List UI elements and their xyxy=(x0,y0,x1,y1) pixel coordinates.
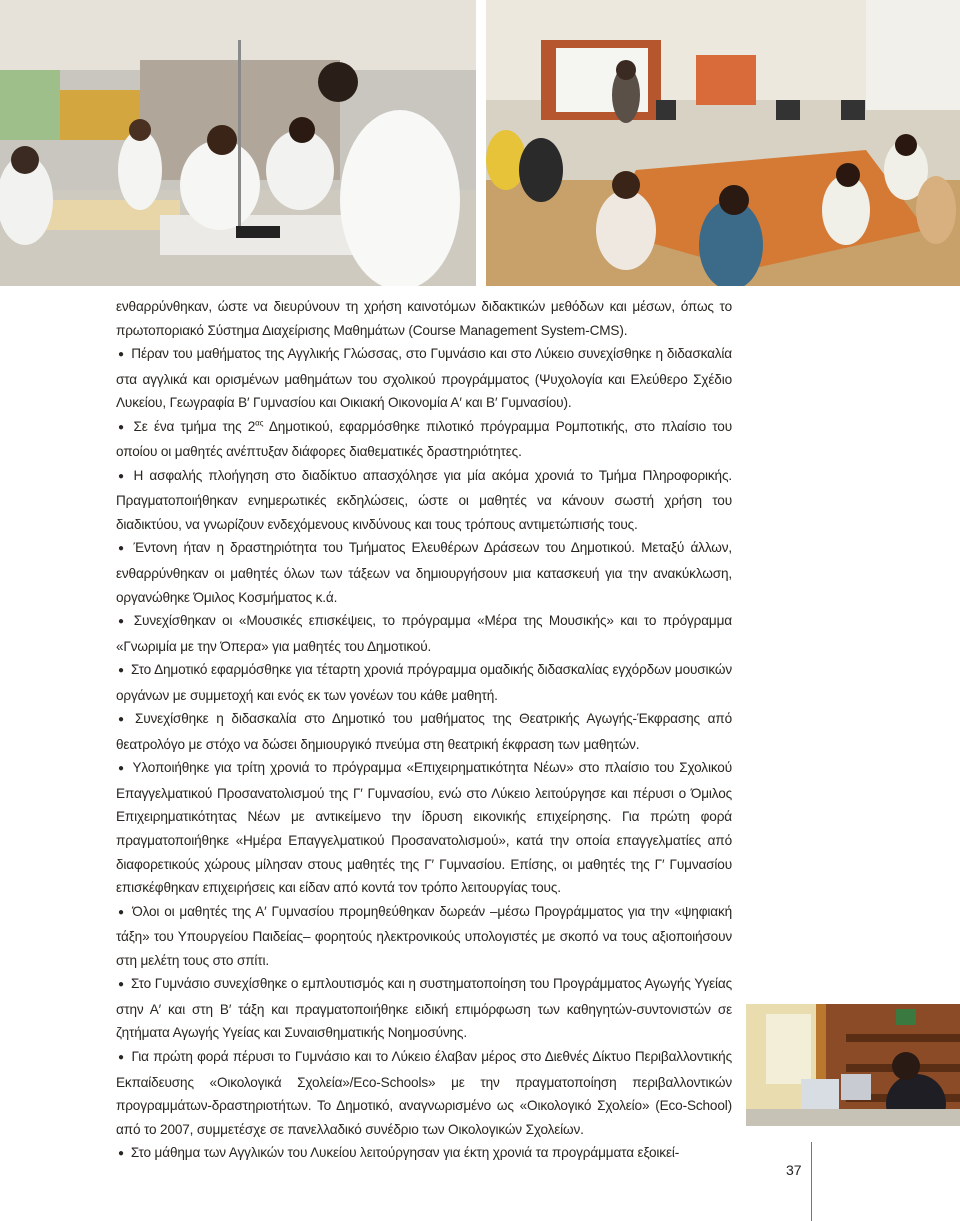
page-number: 37 xyxy=(786,1162,802,1178)
bullet-paragraph: ● Συνεχίσθηκαν οι «Μουσικές επισκέψεις, το πρόγραμμα «Μέρα της Μουσικής» και το πρόγραμμα «Γνωριμία με την Όπερα» για μαθητές του Δημοτικού. xyxy=(116,609,732,658)
bullet-paragraph: ● Υλοποιήθηκε για τρίτη χρονιά το πρόγραμμα «Επιχειρηματικότητα Νέων» στο πλαίσιο του Σχολικού Επαγγελματικού Προσανατολισμού της Γ′ Γυμνασίου, ενώ στο Λύκειο λειτούργησε και πέρυσι ο Όμιλος Επιχειρηματικότητας Νέων με αντικείμενο την ίδρυση εικονικής επιχείρησης. Για πρώτη φορά πραγματοποιήθηκε «Ημέρα Επαγγελματικού Προσανατολισμού», κατά την οποία επαγγελματίες από διαφορετικούς χώρους μίλησαν στους μαθητές της Γ′ Γυμνασίου. Επίσης, οι μαθητές της Γ′ Γυμνασίου επισκέφθηκαν επιχειρήσεις και είδαν από κοντά τον τρόπο λειτουργίας τους. xyxy=(116,756,732,899)
page-number-rule xyxy=(811,1142,812,1221)
bullet-paragraph: ● Στο μάθημα των Αγγλικών του Λυκείου λειτούργησαν για έκτη χρονιά τα προγράμματα εξοικεί- xyxy=(116,1141,732,1167)
bullet-paragraph: ● Για πρώτη φορά πέρυσι το Γυμνάσιο και το Λύκειο έλαβαν μέρος στο Διεθνές Δίκτυο Περιβαλλοντικής Εκπαίδευσης «Οικολογικά Σχολεία»/Eco-Schools» με την πραγματοποίηση περιβαλλοντικών προγραμμάτων-δραστηριοτήτων. Το Δημοτικό, αναγνωρισμένο ως «Οικολογικό Σχολείο» (Eco-School) από το 2007, συμμετέσχε σε πανελλαδικό συνέδριο των Οικολογικών Σχολείων. xyxy=(116,1045,732,1141)
bullet-paragraph xyxy=(116,415,732,464)
bullet-paragraph: ● Συνεχίσθηκε η διδασκαλία στο Δημοτικό του μαθήματος της Θεατρικής Αγωγής-Έκφρασης από θεατρολόγο με στόχο να δώσει δημιουργικό πνεύμα στη θεατρική έκφραση των μαθητών. xyxy=(116,707,732,756)
bullet-paragraph: ● Στο Γυμνάσιο συνεχίσθηκε ο εμπλουτισμός και η συστηματοποίηση του Προγράμματος Αγωγής Υγείας στην Α′ και στη Β′ τάξη και πραγματοποιήθηκε ειδική επιμόρφωση των καθηγητών-συντονιστών σε ζητήματα Αγωγής Υγείας και Συναισθηματικής Νοημοσύνης. xyxy=(116,972,732,1045)
bullet-paragraph: ● Έντονη ήταν η δραστηριότητα του Τμήματος Ελευθέρων Δράσεων του Δημοτικού. Μεταξύ άλλων, ενθαρρύνθηκαν οι μαθητές όλων των τάξεων να δημιουργήσουν μια κατασκευή για την ανακύκλωση, οργανώθηκε Όμιλος Κοσμήματος κ.ά. xyxy=(116,536,732,609)
robotics-text-start: Σε ένα τμήμα της 2 xyxy=(133,418,256,434)
ordinal-suffix: ας xyxy=(255,418,264,428)
lab-photo xyxy=(0,0,476,286)
classroom-photo xyxy=(486,0,960,286)
body-text xyxy=(116,295,732,1167)
paragraph: ενθαρρύνθηκαν, ώστε να διευρύνουν τη χρήση καινοτόμων διδακτικών μεθόδων και μέσων, όπως το πρωτοποριακό Σύστημα Διαχείρισης Μαθημάτων (Course Management System-CMS). xyxy=(116,299,732,338)
robotics-text-end: Δημοτικού, εφαρμόσθηκε πιλοτικό πρόγραμμα Ρομποτικής, στο πλαίσιο του οποίου οι μαθητές ανέπτυξαν διάφορες διαθεματικές δραστηριότητες. xyxy=(116,418,732,460)
bullet-paragraph: ● Στο Δημοτικό εφαρμόσθηκε για τέταρτη χρονιά πρόγραμμα ομαδικής διδασκαλίας εγχόρδων μουσικών οργάνων με συμμετοχή και ενός εκ των γονέων του κάθε μαθητή. xyxy=(116,658,732,707)
computer-room-photo xyxy=(746,1004,960,1126)
bullet-paragraph: ● Όλοι οι μαθητές της Α′ Γυμνασίου προμηθεύθηκαν δωρεάν –μέσω Προγράμματος για την «ψηφιακή τάξη» του Υπουργείου Παιδείας– φορητούς ηλεκτρονικούς υπολογιστές με σκοπό να τους αξιοποιήσουν στη μελέτη τους στο σπίτι. xyxy=(116,900,732,973)
bullet-paragraph: ● Πέραν του μαθήματος της Αγγλικής Γλώσσας, στο Γυμνάσιο και στο Λύκειο συνεχίσθηκε η διδασκαλία στα αγγλικά και ορισμένων μαθημάτων του σχολικού προγράμματος (Ψυχολογία και Ελεύθερο Σχέδιο Λυκείου, Γεωγραφία Β′ Γυμνασίου και Οικιακή Οικονομία Α′ και Β′ Γυμνασίου). xyxy=(116,342,732,415)
bullet-paragraph: ● Η ασφαλής πλοήγηση στο διαδίκτυο απασχόλησε για μία ακόμα χρονιά το Τμήμα Πληροφορικής. Πραγματοποιήθηκαν ενημερωτικές εκδηλώσεις, ώστε οι μαθητές να κάνουν σωστή χρήση του διαδικτύου, να γνωρίζουν ενδεχόμενους κινδύνους και τους τρόπους αντιμετώπισής τους. xyxy=(116,464,732,537)
